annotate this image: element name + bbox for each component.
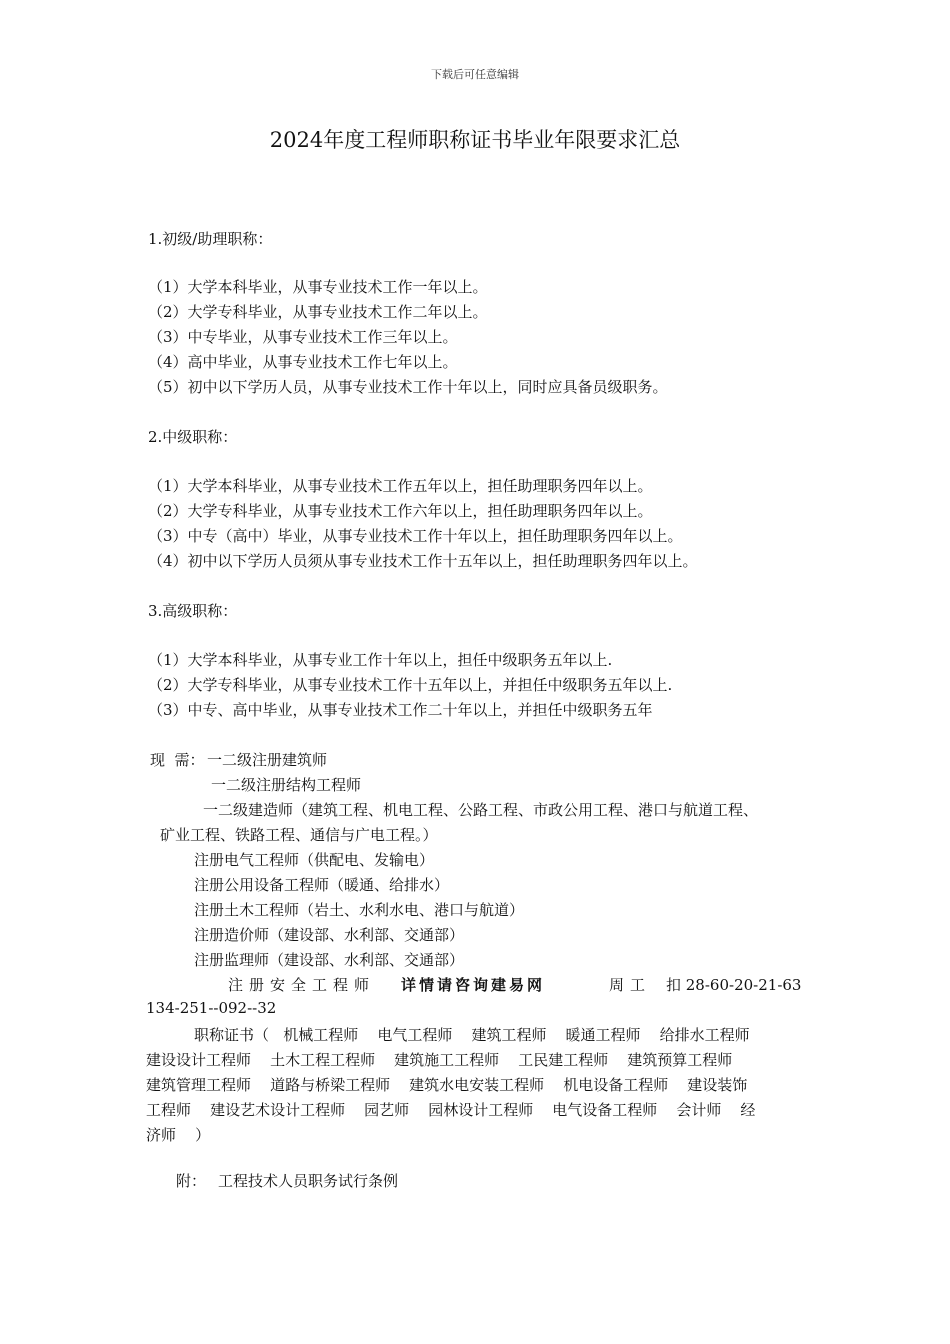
- list-item: （3）中专、高中毕业，从事专业技术工作二十年以上，并担任中级职务五年: [148, 701, 653, 719]
- titles-line: 工程师 建设艺术设计工程师 园艺师 园林设计工程师 电气设备工程师 会计师 经: [146, 1101, 756, 1119]
- contact-number: 扣 28-60-20-21-63: [666, 976, 802, 994]
- needs-item: 一二级建造师（建筑工程、机电工程、公路工程、市政公用工程、港口与航道工程、: [203, 801, 759, 819]
- contact-name: 周工: [609, 976, 652, 994]
- needs-item: 一二级注册建筑师: [207, 751, 328, 769]
- page-header: 下载后可任意编辑: [431, 68, 519, 81]
- titles-line: 职称证书（ 机械工程师 电气工程师 建筑工程师 暖通工程师 给排水工程师: [194, 1026, 750, 1044]
- needs-item: 注册电气工程师（供配电、发输电）: [194, 851, 435, 869]
- list-item: （4）高中毕业，从事专业技术工作七年以上。: [148, 353, 458, 371]
- needs-item: 注册安全工程师: [228, 976, 376, 994]
- titles-line: 建设设计工程师 土木工程工程师 建筑施工工程师 工民建工程师 建筑预算工程师: [146, 1051, 733, 1069]
- list-item: （2）大学专科毕业，从事专业技术工作二年以上。: [148, 303, 488, 321]
- section-heading: 3.高级职称：: [148, 602, 238, 620]
- titles-line: 济师 ）: [146, 1126, 211, 1144]
- section-heading: 1.初级/助理职称：: [148, 230, 273, 248]
- list-item: （4）初中以下学历人员须从事专业技术工作十五年以上，担任助理职务四年以上。: [148, 552, 698, 570]
- list-item: （1）大学本科毕业，从事专业工作十年以上，担任中级职务五年以上.: [148, 651, 613, 669]
- document-title: 2024年度工程师职称证书毕业年限要求汇总: [269, 128, 681, 152]
- contact-text: 详情请咨询建易网: [401, 976, 546, 994]
- list-item: （1）大学本科毕业，从事专业技术工作五年以上，担任助理职务四年以上。: [148, 477, 653, 495]
- list-item: （3）中专毕业，从事专业技术工作三年以上。: [148, 328, 458, 346]
- list-item: （2）大学专科毕业，从事专业技术工作十五年以上，并担任中级职务五年以上.: [148, 676, 673, 694]
- needs-item: 注册土木工程师（岩土、水利水电、港口与航道）: [194, 901, 525, 919]
- needs-item: 注册造价师（建设部、水利部、交通部）: [194, 926, 465, 944]
- appendix-text: 工程技术人员职务试行条例: [218, 1172, 399, 1190]
- needs-label: 现 需：: [150, 751, 205, 769]
- list-item: （3）中专（高中）毕业，从事专业技术工作十年以上，担任助理职务四年以上。: [148, 527, 683, 545]
- section-heading: 2.中级职称：: [148, 428, 238, 446]
- contact-phone: 134-251--092--32: [146, 999, 277, 1017]
- list-item: （2）大学专科毕业，从事专业技术工作六年以上，担任助理职务四年以上。: [148, 502, 653, 520]
- needs-item: 注册监理师（建设部、水利部、交通部）: [194, 951, 465, 969]
- needs-item: 一二级注册结构工程师: [211, 776, 362, 794]
- list-item: （1）大学本科毕业，从事专业技术工作一年以上。: [148, 278, 488, 296]
- list-item: （5）初中以下学历人员，从事专业技术工作十年以上，同时应具备员级职务。: [148, 378, 668, 396]
- titles-line: 建筑管理工程师 道路与桥梁工程师 建筑水电安装工程师 机电设备工程师 建设装饰: [146, 1076, 748, 1094]
- appendix-label: 附：: [176, 1172, 207, 1190]
- needs-item: 矿业工程、铁路工程、通信与广电工程。）: [160, 826, 438, 844]
- needs-item: 注册公用设备工程师（暖通、给排水）: [194, 876, 450, 894]
